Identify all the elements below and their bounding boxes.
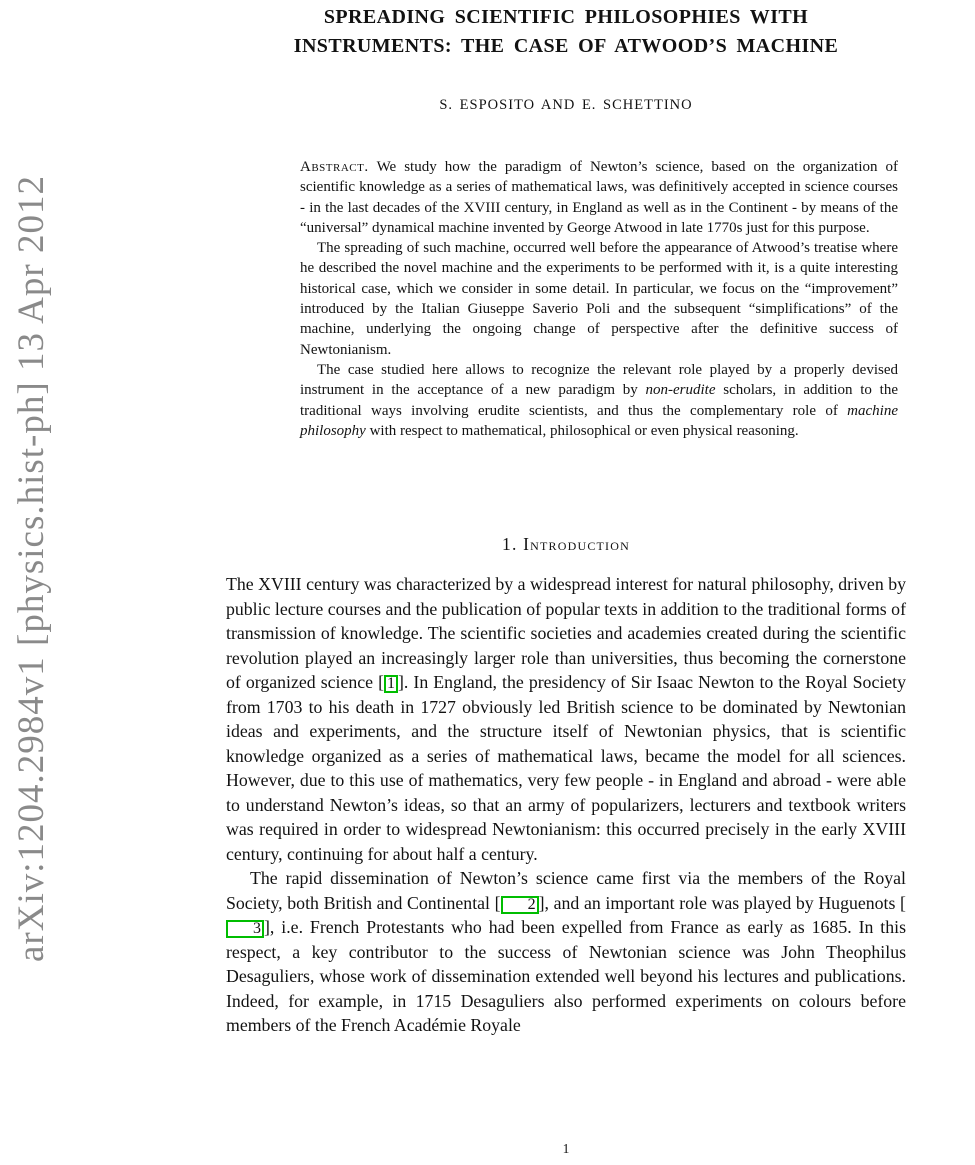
abstract-paragraph-3-seg-1: The case studied here allows to recognize the relevant role played by a properly devised instrument in the acceptance of a new paradigm by	[300, 361, 898, 399]
paper-page-content	[226, 0, 906, 1038]
citation-link-3[interactable]	[226, 917, 264, 937]
citation-link-1[interactable]	[384, 672, 398, 692]
intro-paragraph-1	[226, 572, 906, 866]
abstract-italic-non-erudite: non-erudite	[645, 382, 716, 399]
intro-paragraph-2-seg-2: ], and an important role was played by Huguenots [	[538, 892, 906, 913]
intro-paragraph-1-seg-1: The XVIII century was characterized by a widespread interest for natural philosophy, driven by public lecture courses and the publication of popular texts in addition to the traditional forms of transmission of knowledge. The scientific societies and academies created during the scientific revolution played an increasingly larger role than universities, thus becoming the cornerstone of organized science [	[226, 574, 906, 693]
intro-paragraph-1-seg-2: ]. In England, the presidency of Sir Isaac Newton to the Royal Society from 1703 to his death in 1727 obviously led British science to be dominated by Newtonian ideas and experiments, and the structure itself of Newtonian physics, that is scientific knowledge organized as a series of mathematical laws, became the model for all sciences. However, due to this use of mathematics, very few people - in England and abroad - were able to understand Newton’s ideas, so that an army of popularizers, lecturers and textbook writers was required in order to widespread Newtonianism: this occurred precisely in the early XVIII century, continuing for about half a century.	[226, 672, 906, 864]
citation-3-number[interactable]: 3	[226, 920, 264, 938]
section-heading-introduction: 1. Introduction	[502, 534, 630, 555]
page-number: 1	[562, 1141, 570, 1156]
citation-1-number[interactable]: 1	[384, 675, 398, 693]
abstract-italic-machine-philosophy: machine philosophy	[300, 402, 898, 439]
intro-paragraph-2	[226, 866, 906, 1038]
intro-paragraph-2-seg-3: ], i.e. French Protestants who had been expelled from France as early as 1685. In this respect, a key contributor to the success of Newtonian science was John Theophilus Desaguliers, whose work of dissemination extended well beyond his lectures and publications. Indeed, for example, in 1715 Desaguliers also performed experiments on colours before members of the French Académie Royale	[226, 917, 906, 1036]
abstract-paragraph-2: The spreading of such machine, occurred well before the appearance of Atwood’s treatise where he described the novel machine and the experiments to be performed with it, is a quite interesting historical case, which we consider in some detail. In particular, we focus on the “improvement” introduced by the Italian Giuseppe Saverio Poli and the subsequent “simplifications” of the machine, underlying the ongoing change of perspective after the definitive success of Newtonianism.	[300, 240, 898, 358]
authors-line: S. ESPOSITO AND E. SCHETTINO	[439, 97, 693, 113]
citation-link-2[interactable]	[501, 893, 539, 913]
arxiv-watermark: arXiv:1204.2984v1 [physics.hist-ph] 13 Apr 2012	[11, 175, 52, 962]
intro-paragraph-2-seg-1: The rapid dissemination of Newton’s science came first via the members of the Royal Society, both British and Continental [	[226, 868, 906, 913]
abstract-paragraph-3	[300, 360, 898, 441]
abstract-label: Abstract.	[300, 159, 369, 175]
abstract-paragraph-3-seg-2: scholars, in addition to the traditional ways involving erudite scientists, and thus the complementary role of	[300, 382, 898, 419]
paper-title	[226, 0, 906, 61]
abstract-paragraph-1-text: We study how the paradigm of Newton’s science, based on the organization of scientific knowledge as a series of mathematical laws, was definitively accepted in science courses - in the last decades of the XVIII century, in England as well as in the Continent - by means of the “universal” dynamical machine invented by George Atwood in late 1770s just for this purpose.	[300, 159, 898, 236]
title-line-2: INSTRUMENTS: THE CASE OF ATWOOD’S MACHINE	[293, 35, 839, 57]
abstract-paragraph-1	[300, 157, 898, 238]
abstract-paragraph-3-seg-3: with respect to mathematical, philosophical or even physical reasoning.	[365, 422, 799, 439]
abstract-section	[300, 157, 898, 441]
citation-2-number[interactable]: 2	[501, 896, 539, 914]
title-line-1: SPREADING SCIENTIFIC PHILOSOPHIES WITH	[323, 6, 809, 28]
